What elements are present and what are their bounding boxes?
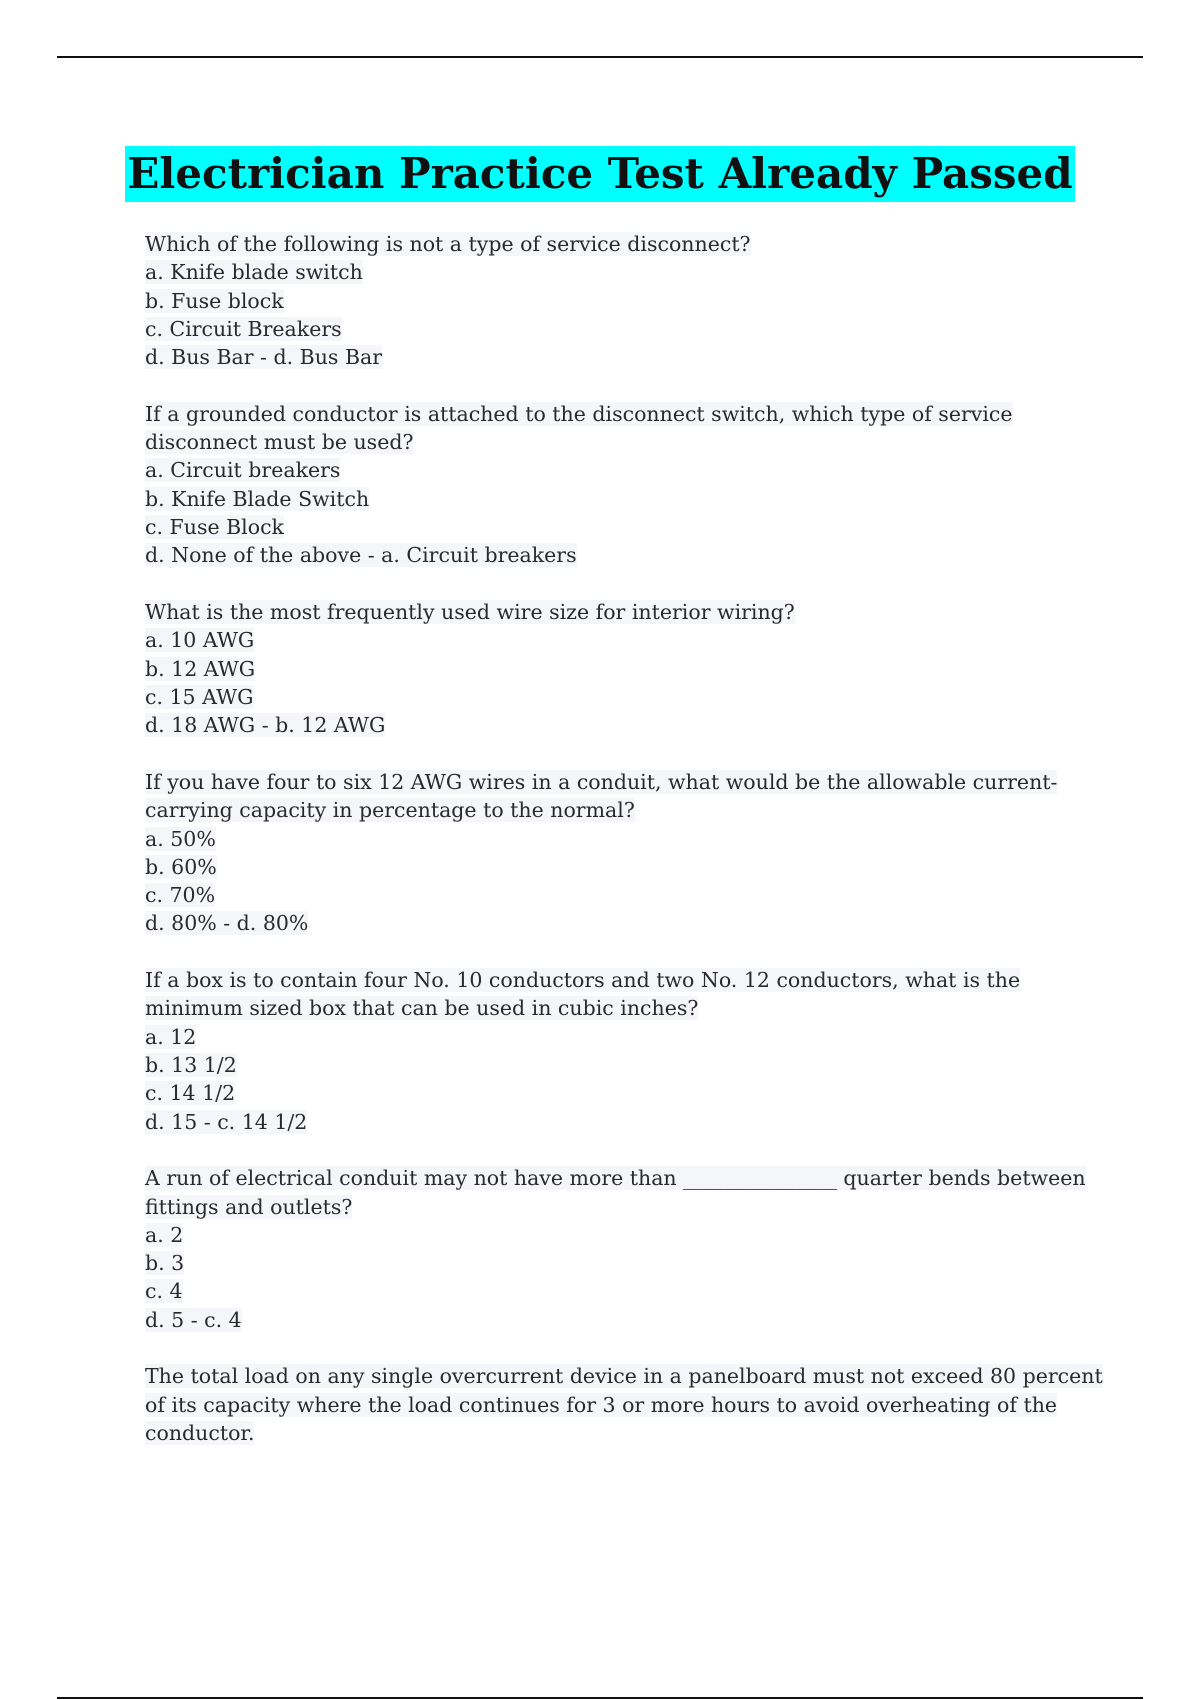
document-body: [145, 230, 1105, 1476]
question-text: disconnect must be used?: [145, 430, 414, 455]
question-block: [145, 1164, 1105, 1334]
option-a: a. Knife blade switch: [145, 260, 363, 285]
option-c: c. 14 1/2: [145, 1081, 236, 1106]
option-c: c. Circuit Breakers: [145, 316, 342, 341]
statement-text: of its capacity where the load continues for 3 or more hours to avoid overheating of the: [145, 1392, 1058, 1417]
option-c: c. Fuse Block: [145, 515, 284, 540]
top-rule: [57, 56, 1143, 58]
option-d-answer: d. 18 AWG - b. 12 AWG: [145, 713, 386, 738]
option-b: b. 12 AWG: [145, 656, 256, 681]
option-b: b. Knife Blade Switch: [145, 486, 370, 511]
statement-block: [145, 1362, 1105, 1447]
question-text: minimum sized box that can be used in cubic inches?: [145, 996, 699, 1021]
question-text: fittings and outlets?: [145, 1194, 353, 1219]
statement-text: conductor.: [145, 1421, 255, 1446]
option-b: b. 13 1/2: [145, 1052, 237, 1077]
question-text: What is the most frequently used wire size for interior wiring?: [145, 600, 795, 625]
option-a: a. Circuit breakers: [145, 458, 341, 483]
question-block: [145, 598, 1105, 739]
question-block: [145, 230, 1105, 371]
option-a: a. 2: [145, 1222, 184, 1247]
option-a: a. 50%: [145, 826, 216, 851]
option-d-answer: d. 5 - c. 4: [145, 1307, 242, 1332]
option-c: c. 70%: [145, 883, 216, 908]
option-a: a. 12: [145, 1024, 197, 1049]
option-b: b. Fuse block: [145, 288, 284, 313]
statement-text: The total load on any single overcurrent device in a panelboard must not exceed 80 percent: [145, 1364, 1103, 1389]
option-d-answer: d. Bus Bar - d. Bus Bar: [145, 345, 383, 370]
bottom-rule: [57, 1697, 1143, 1699]
question-block: [145, 768, 1105, 938]
question-text: A run of electrical conduit may not have more than _______________ quarter bends between: [145, 1166, 1086, 1191]
question-text: Which of the following is not a type of service disconnect?: [145, 232, 751, 256]
question-text: If a grounded conductor is attached to the disconnect switch, which type of service: [145, 401, 1013, 426]
option-d-answer: d. None of the above - a. Circuit breakers: [145, 543, 577, 568]
option-d-answer: d. 15 - c. 14 1/2: [145, 1109, 308, 1134]
question-block: [145, 966, 1105, 1136]
option-b: b. 60%: [145, 854, 217, 879]
question-text: If a box is to contain four No. 10 conductors and two No. 12 conductors, what is the: [145, 968, 1021, 993]
page-title: Electrician Practice Test Already Passed: [125, 146, 1074, 202]
option-d-answer: d. 80% - d. 80%: [145, 911, 309, 936]
question-block: [145, 400, 1105, 570]
option-b: b. 3: [145, 1251, 185, 1276]
question-text: If you have four to six 12 AWG wires in a conduit, what would be the allowable current-: [145, 769, 1058, 794]
option-c: c. 15 AWG: [145, 684, 254, 709]
option-c: c. 4: [145, 1279, 183, 1304]
title-container: [0, 146, 1200, 202]
option-a: a. 10 AWG: [145, 628, 255, 653]
question-text: carrying capacity in percentage to the normal?: [145, 798, 635, 823]
